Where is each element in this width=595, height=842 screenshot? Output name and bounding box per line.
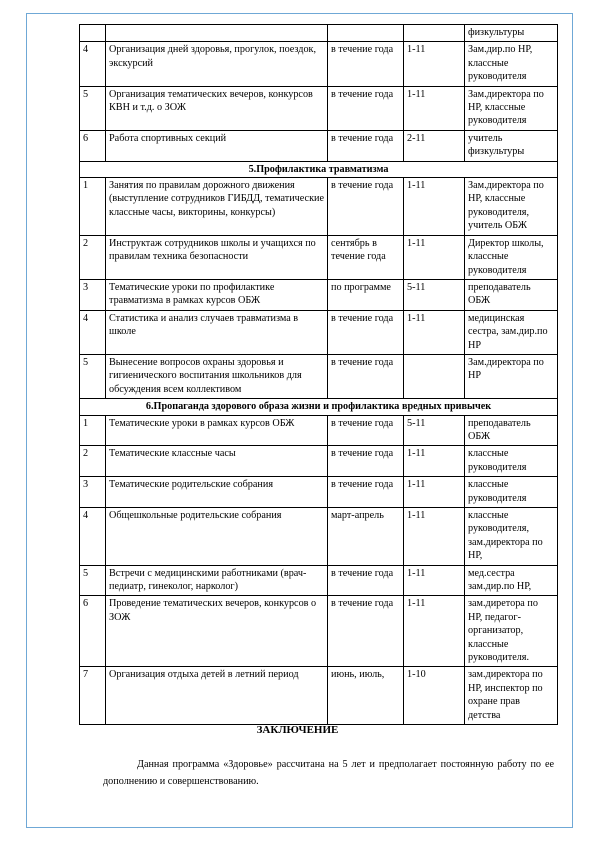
table-row (80, 42, 558, 86)
cell-activity: Проведение тематических вечеров, конкурсов о ЗОЖ (106, 596, 328, 667)
cell-activity: Организация отдыха детей в летний период (106, 667, 328, 725)
cell-num: 7 (80, 667, 106, 725)
table-row (80, 508, 558, 566)
cell-responsible: Зам.директора по НР (465, 354, 558, 398)
cell-num: 6 (80, 130, 106, 161)
cell-classes (404, 354, 465, 398)
section-title: 5.Профилактика травматизма (80, 161, 558, 177)
cell-activity: Тематические родительские собрания (106, 477, 328, 508)
cell-time: в течение года (328, 310, 404, 354)
cell-time (328, 25, 404, 42)
cell-activity: Тематические уроки в рамках курсов ОБЖ (106, 415, 328, 446)
table-row (80, 178, 558, 236)
cell-num: 6 (80, 596, 106, 667)
cell-activity: Встречи с медицинскими работниками (врач-педиатр, гинеколог, нарколог) (106, 565, 328, 596)
cell-num: 5 (80, 565, 106, 596)
cell-activity: Организация дней здоровья, прогулок, поездок, экскурсий (106, 42, 328, 86)
section-header-row (80, 161, 558, 177)
table-row (80, 415, 558, 446)
cell-responsible: преподаватель ОБЖ (465, 415, 558, 446)
cell-time: в течение года (328, 354, 404, 398)
cell-time: в течение года (328, 477, 404, 508)
table-row (80, 86, 558, 130)
cell-time: сентябрь в течение года (328, 235, 404, 279)
cell-responsible: классные руководителя (465, 446, 558, 477)
cell-classes: 1-11 (404, 178, 465, 236)
table-row (80, 446, 558, 477)
cell-responsible: Зам.директора по НР, классные руководителя (465, 86, 558, 130)
cell-activity: Организация тематических вечеров, конкурсов КВН и т.д. о ЗОЖ (106, 86, 328, 130)
cell-activity (106, 25, 328, 42)
cell-num: 2 (80, 446, 106, 477)
cell-classes: 5-11 (404, 279, 465, 310)
cell-time: по программе (328, 279, 404, 310)
cell-num: 3 (80, 279, 106, 310)
cell-responsible: физкультуры (465, 25, 558, 42)
cell-classes: 1-11 (404, 86, 465, 130)
cell-time: март-апрель (328, 508, 404, 566)
cell-activity: Вынесение вопросов охраны здоровья и гигиенического воспитания школьников для обсуждения всем коллективом (106, 354, 328, 398)
conclusion-title: ЗАКЛЮЧЕНИЕ (256, 724, 339, 736)
cell-classes (404, 25, 465, 42)
cell-num: 1 (80, 415, 106, 446)
cell-time: в течение года (328, 130, 404, 161)
conclusion-text: Данная программа «Здоровье» рассчитана на 5 лет и предполагает постоянную работу по ее дополнению и совершенствованию. (103, 759, 554, 787)
cell-activity: Работа спортивных секций (106, 130, 328, 161)
section-header-row (80, 399, 558, 415)
cell-classes: 1-11 (404, 310, 465, 354)
cell-time: в течение года (328, 596, 404, 667)
cell-responsible: зам.директора по НР, инспектор по охране прав детства (465, 667, 558, 725)
cell-time: в течение года (328, 178, 404, 236)
cell-responsible: Зам.дир.по НР, классные руководителя (465, 42, 558, 86)
cell-time: в течение года (328, 86, 404, 130)
cell-classes: 1-10 (404, 667, 465, 725)
cell-activity: Общешкольные родительские собрания (106, 508, 328, 566)
cell-num: 5 (80, 86, 106, 130)
table-row (80, 130, 558, 161)
cell-activity: Статистика и анализ случаев травматизма в школе (106, 310, 328, 354)
cell-num: 3 (80, 477, 106, 508)
cell-num: 1 (80, 178, 106, 236)
cell-time: в течение года (328, 42, 404, 86)
cell-time: в течение года (328, 446, 404, 477)
cell-activity: Занятия по правилам дорожного движения (выступление сотрудников ГИБДД, тематические классные часы, викторины, конкурсы) (106, 178, 328, 236)
cell-responsible: классные руководителя (465, 477, 558, 508)
cell-activity: Тематические классные часы (106, 446, 328, 477)
section-title: 6.Пропаганда здорового образа жизни и профилактика вредных привычек (80, 399, 558, 415)
cell-classes: 1-11 (404, 565, 465, 596)
cell-classes: 1-11 (404, 42, 465, 86)
cell-classes: 1-11 (404, 477, 465, 508)
cell-classes: 1-11 (404, 235, 465, 279)
table-row (80, 354, 558, 398)
cell-num (80, 25, 106, 42)
table-row (80, 235, 558, 279)
cell-responsible: классные руководителя, зам.директора по НР, (465, 508, 558, 566)
cell-classes: 1-11 (404, 596, 465, 667)
table-row (80, 477, 558, 508)
cell-responsible: зам.диретора по НР, педагог-организатор, классные руководителя. (465, 596, 558, 667)
cell-time: в течение года (328, 565, 404, 596)
table-row (80, 310, 558, 354)
cell-num: 4 (80, 508, 106, 566)
cell-classes: 5-11 (404, 415, 465, 446)
cell-num: 5 (80, 354, 106, 398)
table-body (80, 25, 558, 725)
cell-time: в течение года (328, 415, 404, 446)
cell-num: 2 (80, 235, 106, 279)
table-row (80, 596, 558, 667)
cell-responsible: преподаватель ОБЖ (465, 279, 558, 310)
table-row (80, 25, 558, 42)
cell-responsible: Зам.директора по НР, классные руководителя, учитель ОБЖ (465, 178, 558, 236)
cell-responsible: Директор школы, классные руководителя (465, 235, 558, 279)
cell-time: июнь, июль, (328, 667, 404, 725)
cell-activity: Инструктаж сотрудников школы и учащихся по правилам техника безопасности (106, 235, 328, 279)
cell-num: 4 (80, 42, 106, 86)
cell-responsible: учитель физкультуры (465, 130, 558, 161)
cell-responsible: медицинская сестра, зам.дир.по НР (465, 310, 558, 354)
activity-plan-table (79, 24, 558, 725)
table-row (80, 667, 558, 725)
cell-num: 4 (80, 310, 106, 354)
cell-classes: 1-11 (404, 508, 465, 566)
cell-activity: Тематические уроки по профилактике травматизма в рамках курсов ОБЖ (106, 279, 328, 310)
cell-classes: 2-11 (404, 130, 465, 161)
table-row (80, 279, 558, 310)
table-row (80, 565, 558, 596)
cell-classes: 1-11 (404, 446, 465, 477)
cell-responsible: мед.сестра зам.дир.по НР, (465, 565, 558, 596)
